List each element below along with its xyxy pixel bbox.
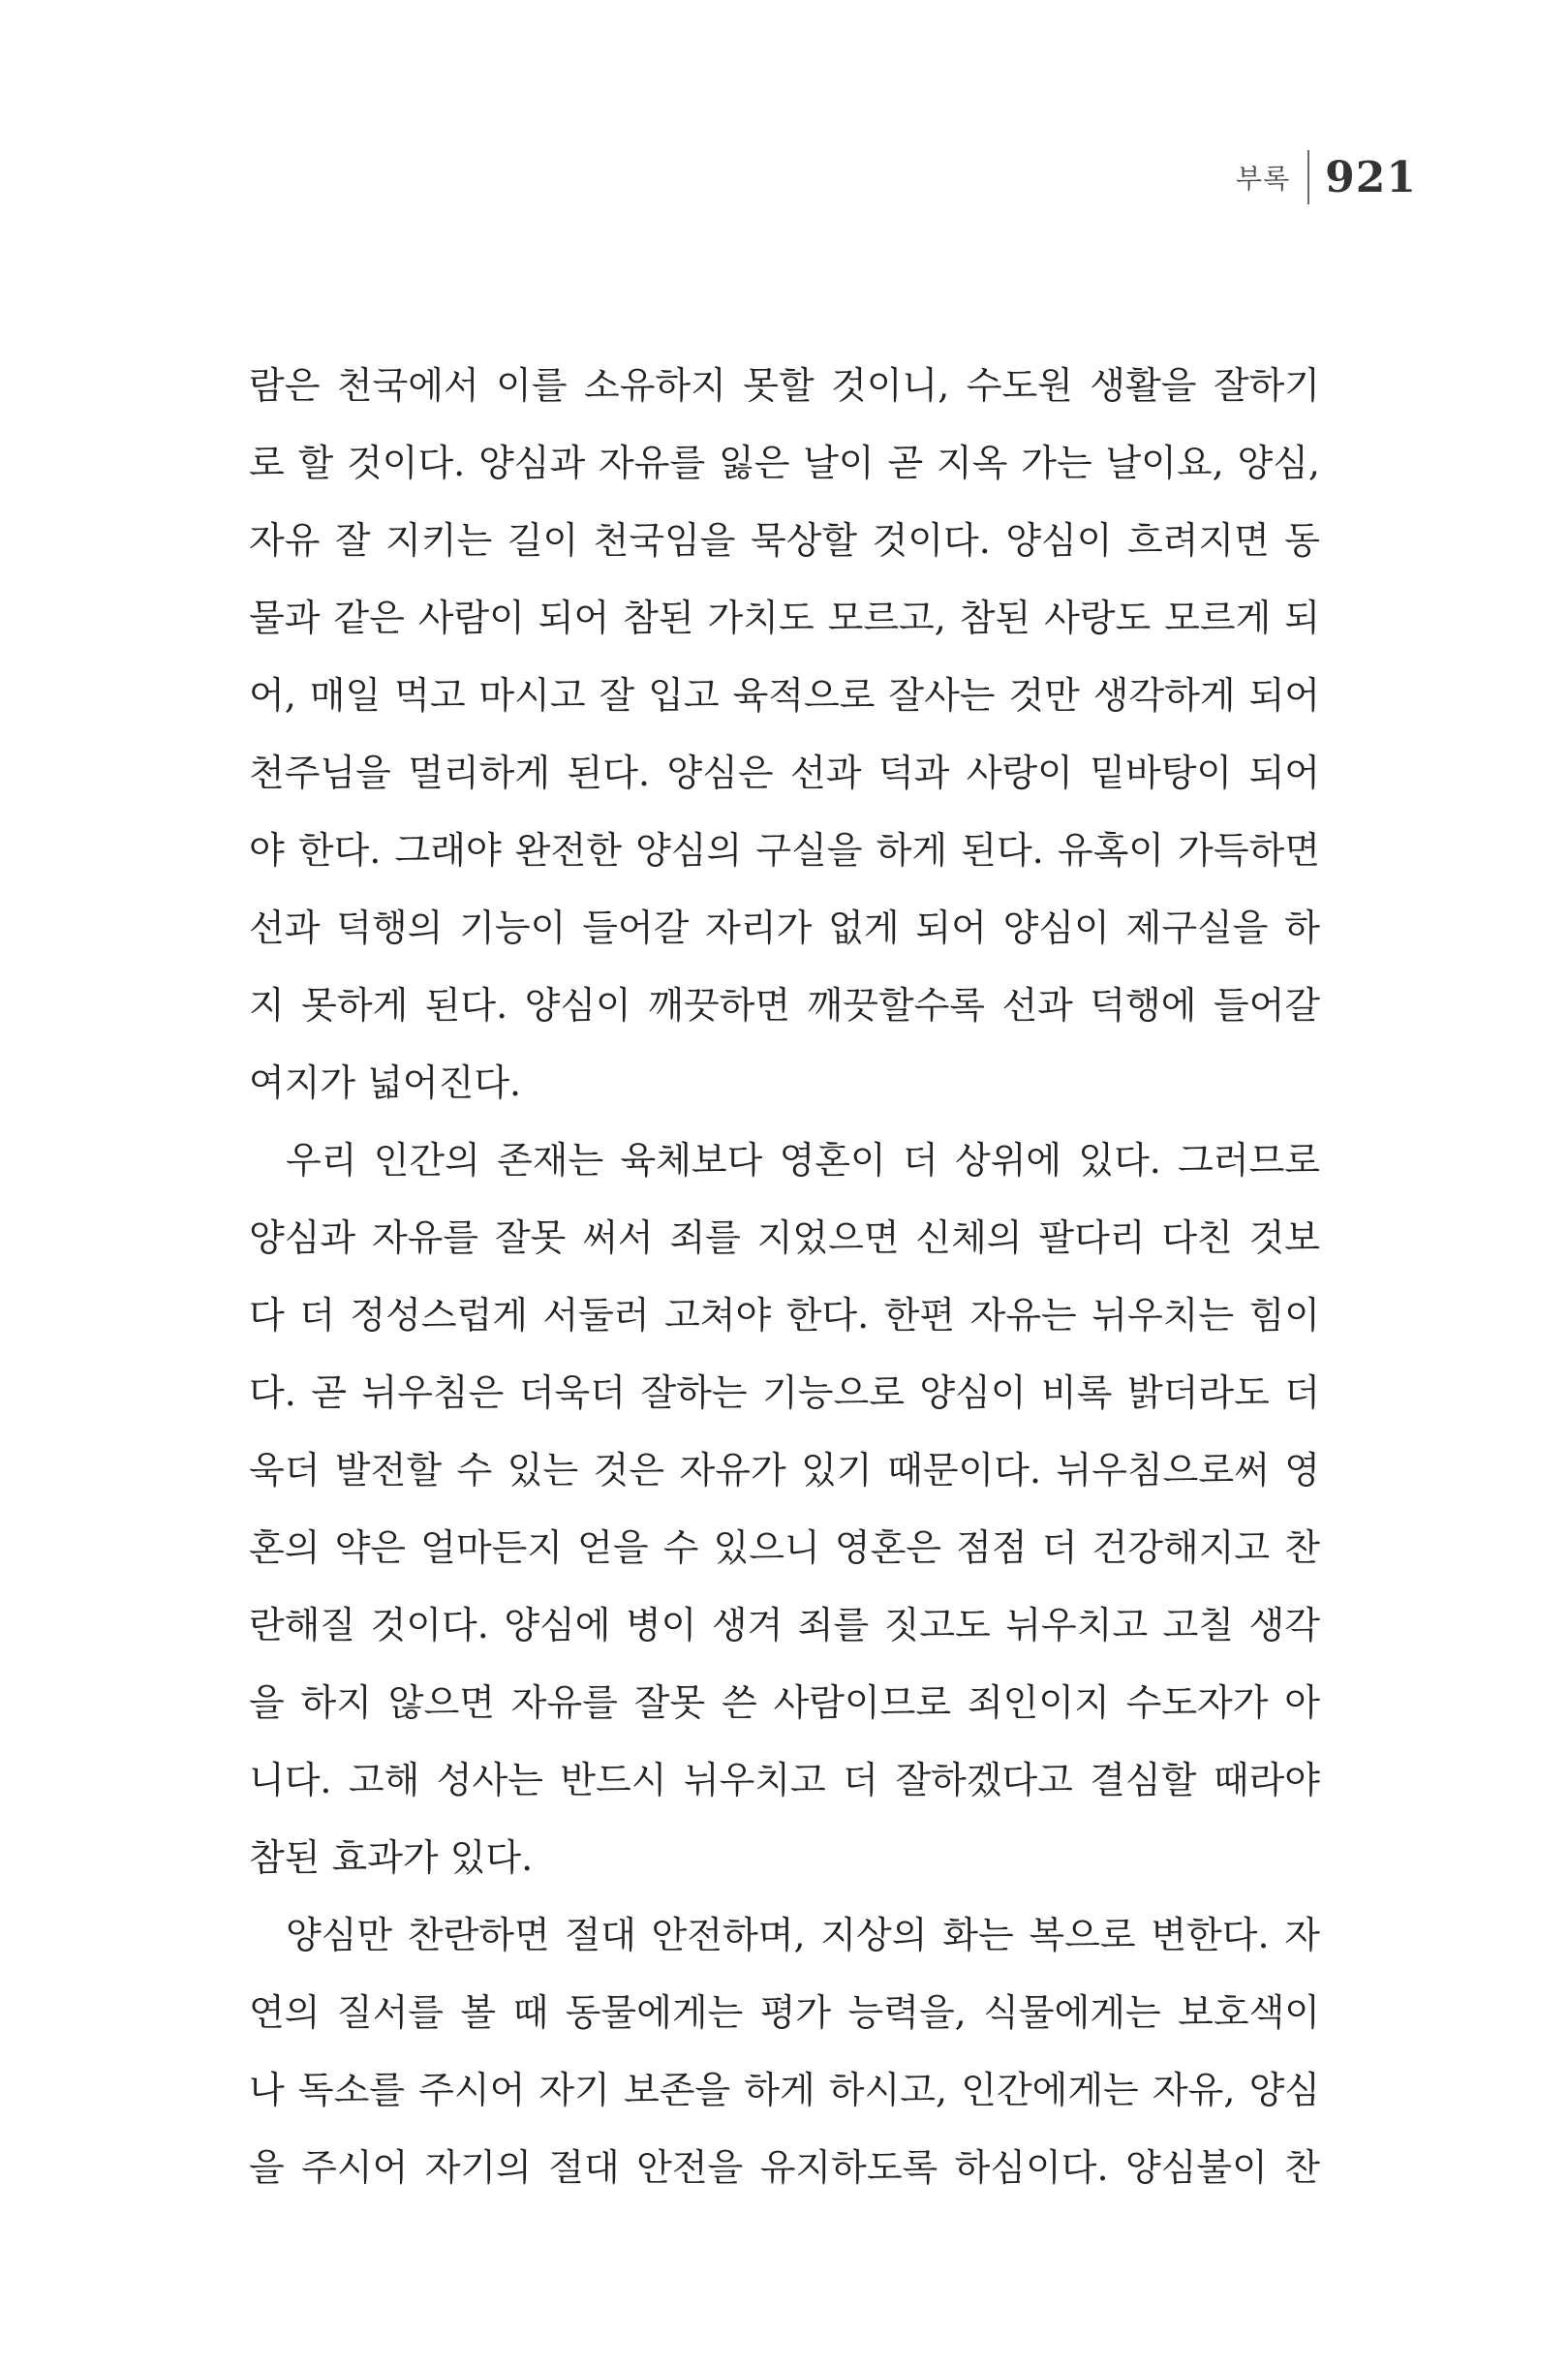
text-line: 람은 천국에서 이를 소유하지 못할 것이니, 수도원 생활을 잘하기	[249, 364, 1320, 407]
text-line: 천주님을 멀리하게 된다. 양심은 선과 덕과 사랑이 밑바탕이 되어	[249, 752, 1320, 794]
text-line: 니다. 고해 성사는 반드시 뉘우치고 더 잘하겠다고 결심할 때라야	[249, 1759, 1320, 1801]
text-line: 욱더 발전할 수 있는 것은 자유가 있기 때문이다. 뉘우침으로써 영	[249, 1449, 1320, 1492]
section-label: 부록	[1236, 163, 1291, 195]
text-line: 로 할 것이다. 양심과 자유를 잃은 날이 곧 지옥 가는 날이요, 양심,	[249, 442, 1320, 484]
text-line: 자유 잘 지키는 길이 천국임을 묵상할 것이다. 양심이 흐려지면 동	[249, 519, 1320, 562]
text-line: 란해질 것이다. 양심에 병이 생겨 죄를 짓고도 뉘우치고 고칠 생각	[249, 1604, 1320, 1646]
text-line: 나 독소를 주시어 자기 보존을 하게 하시고, 인간에게는 자유, 양심	[249, 2069, 1320, 2111]
header-divider	[1307, 150, 1309, 204]
text-line: 여지가 넓어진다.	[249, 1061, 522, 1104]
running-head	[1236, 143, 1417, 211]
text-line: 양심과 자유를 잘못 써서 죄를 지었으면 신체의 팔다리 다친 것보	[249, 1216, 1320, 1259]
body-text	[249, 347, 1320, 2206]
text-line: 참된 효과가 있다.	[249, 1836, 534, 1879]
text-line: 양심만 찬란하면 절대 안전하며, 지상의 화는 복으로 변한다. 자	[286, 1914, 1320, 1956]
text-line: 혼의 약은 얼마든지 얻을 수 있으니 영혼은 점점 더 건강해지고 찬	[249, 1526, 1320, 1569]
text-line: 을 주시어 자기의 절대 안전을 유지하도록 하심이다. 양심불이 찬	[249, 2146, 1320, 2189]
text-line: 물과 같은 사람이 되어 참된 가치도 모르고, 참된 사랑도 모르게 되	[249, 597, 1320, 639]
text-line: 우리 인간의 존재는 육체보다 영혼이 더 상위에 있다. 그러므로	[286, 1139, 1320, 1182]
text-line: 야 한다. 그래야 완전한 양심의 구실을 하게 된다. 유혹이 가득하면	[249, 829, 1320, 872]
text-line: 연의 질서를 볼 때 동물에게는 평가 능력을, 식물에게는 보호색이	[249, 1991, 1320, 2034]
text-line: 선과 덕행의 기능이 들어갈 자리가 없게 되어 양심이 제구실을 하	[249, 907, 1320, 949]
text-line: 다 더 정성스럽게 서둘러 고쳐야 한다. 한편 자유는 뉘우치는 힘이	[249, 1294, 1320, 1337]
text-line: 지 못하게 된다. 양심이 깨끗하면 깨끗할수록 선과 덕행에 들어갈	[249, 984, 1320, 1027]
text-line: 다. 곧 뉘우침은 더욱더 잘하는 기능으로 양심이 비록 밝더라도 더	[249, 1371, 1320, 1414]
page-number: 921	[1325, 152, 1417, 202]
text-line: 어, 매일 먹고 마시고 잘 입고 육적으로 잘사는 것만 생각하게 되어	[249, 674, 1320, 717]
text-line: 을 하지 않으면 자유를 잘못 쓴 사람이므로 죄인이지 수도자가 아	[249, 1681, 1320, 1724]
